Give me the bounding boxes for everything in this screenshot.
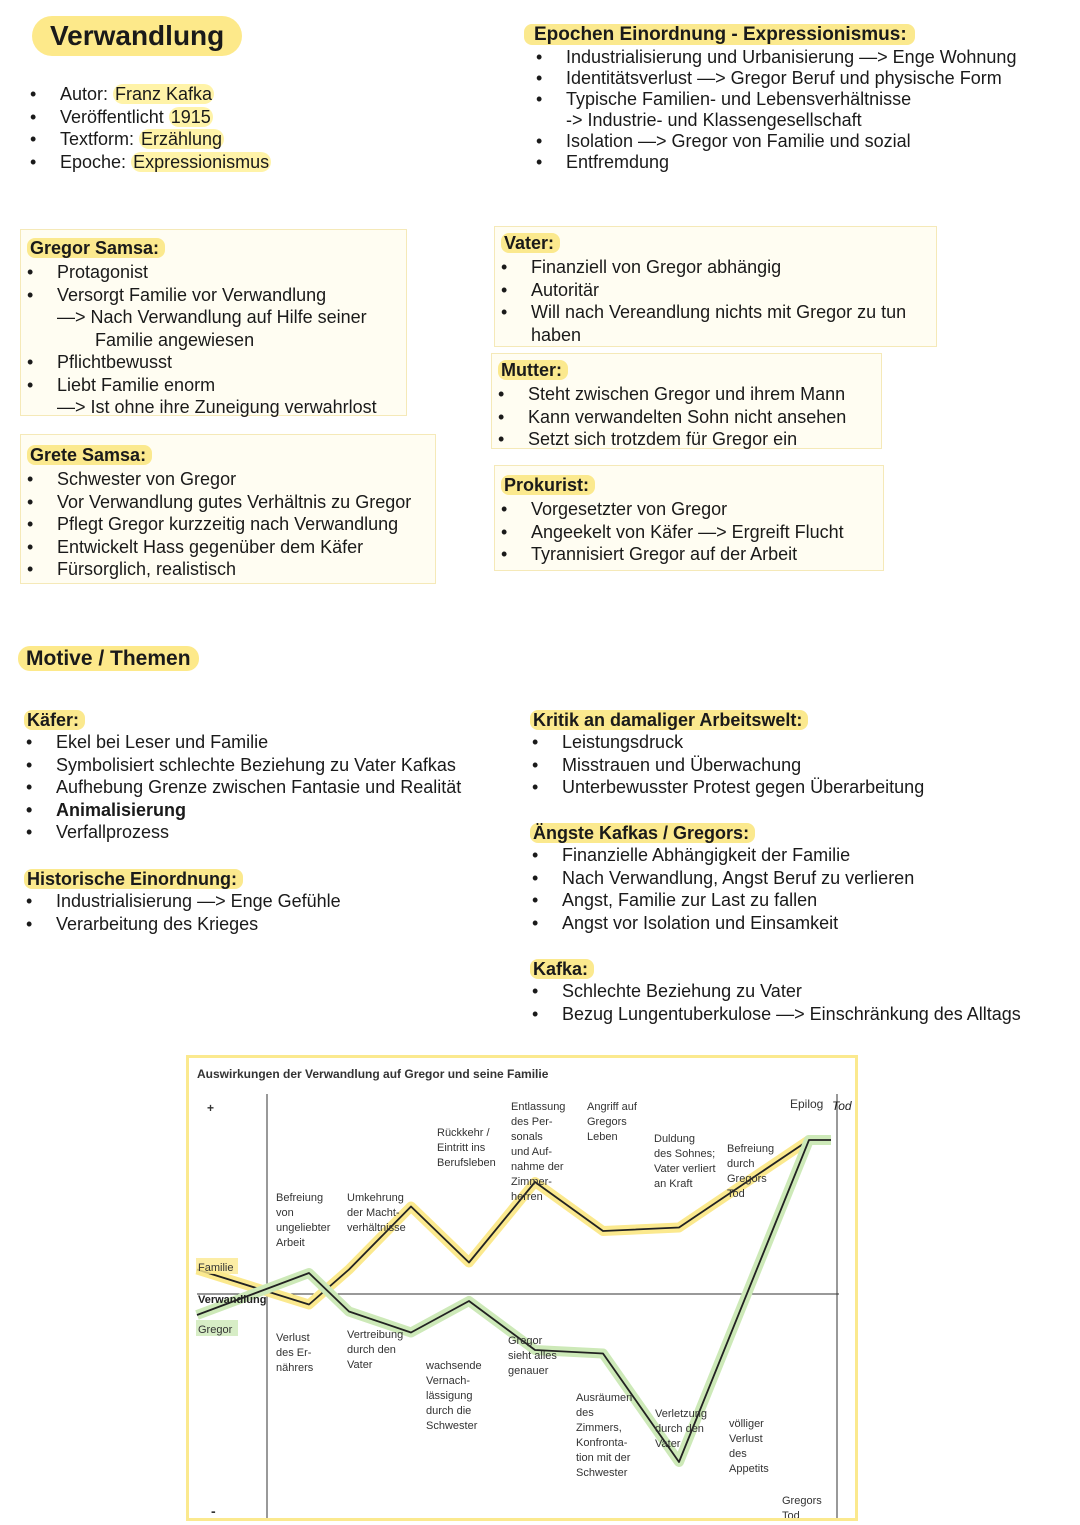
list-item: —> Nach Verwandlung auf Hilfe seiner — [57, 307, 367, 327]
list-item: • Veröffentlicht 1915 — [30, 106, 271, 129]
chart-minus-label: - — [211, 1503, 216, 1518]
chart-annotation-angriff — [587, 1101, 638, 1143]
annotation-line: des Per- — [511, 1116, 553, 1128]
prokurist-box — [494, 465, 884, 571]
kaefer-section — [24, 710, 461, 844]
list-item: • Steht zwischen Gregor und ihrem Mann — [498, 383, 875, 406]
annotation-line: Gregors — [727, 1173, 767, 1185]
annotation-line: Verletzung — [655, 1408, 707, 1420]
epoche-section — [520, 24, 1060, 173]
annotation-line: lässigung — [426, 1390, 473, 1402]
kritik-heading: Kritik an damaliger Arbeitswelt: — [530, 710, 808, 730]
list-item: • Typische Familien- und Lebensverhältnisse — [536, 89, 1060, 110]
list-item: • Symbolisiert schlechte Beziehung zu Vater Kafkas — [26, 754, 461, 777]
annotation-line: Gregors — [587, 1116, 627, 1128]
list-item: • Entwickelt Hass gegenüber dem Käfer — [27, 536, 429, 559]
list-item: • Nach Verwandlung, Angst Beruf zu verlieren — [532, 867, 914, 890]
list-item: • Angst, Familie zur Last zu fallen — [532, 889, 914, 912]
list-item: • Entfremdung — [536, 152, 1060, 173]
annotation-line: Vater — [655, 1438, 681, 1450]
annotation-line: Berufsleben — [437, 1157, 496, 1169]
annotation-line: der Macht- — [347, 1207, 400, 1219]
list-item: • Angeekelt von Käfer —> Ergreift Flucht — [501, 521, 877, 544]
list-item: • Pflegt Gregor kurzzeitig nach Verwandlung — [27, 513, 429, 536]
aengste-section — [530, 823, 914, 934]
grete-heading: Grete Samsa: — [27, 445, 152, 465]
aengste-heading: Ängste Kafkas / Gregors: — [530, 823, 755, 843]
list-item: • Vorgesetzter von Gregor — [501, 498, 877, 521]
list-item: -> Industrie- und Klassengesellschaft — [566, 110, 862, 130]
annotation-line: Konfronta- — [576, 1437, 628, 1449]
list-item: • Liebt Familie enorm — [27, 374, 400, 397]
list-item: haben — [531, 324, 582, 345]
annotation-line: und Auf- — [511, 1146, 552, 1158]
list-item: • Kann verwandelten Sohn nicht ansehen — [498, 406, 875, 429]
annotation-line: durch — [727, 1158, 755, 1170]
annotation-line: des Sohnes; — [654, 1148, 716, 1160]
annotation-line: Tod — [727, 1188, 745, 1200]
list-item: • Schlechte Beziehung zu Vater — [532, 980, 1021, 1003]
annotation-line: durch den — [347, 1344, 396, 1356]
annotation-line: Vernach- — [426, 1375, 471, 1387]
list-item: • Epoche: Expressionismus — [30, 151, 271, 174]
annotation-line: Zimmers, — [576, 1422, 622, 1434]
list-item: • Leistungsdruck — [532, 731, 924, 754]
chart-annotation-verletzung — [655, 1408, 707, 1450]
annotation-line: Entlassung — [511, 1101, 566, 1113]
annotation-line: durch die — [426, 1405, 472, 1417]
annotation-line: an Kraft — [654, 1178, 693, 1190]
list-item: • Tyrannisiert Gregor auf der Arbeit — [501, 543, 877, 566]
annotation-line: Gregor — [508, 1335, 543, 1347]
historisch-heading: Historische Einordnung: — [24, 869, 243, 889]
list-item: • Misstrauen und Überwachung — [532, 754, 924, 777]
historisch-section — [24, 869, 341, 935]
list-item: • Angst vor Isolation und Einsamkeit — [532, 912, 914, 935]
vater-box — [494, 226, 937, 347]
list-item: • Pflichtbewusst — [27, 351, 400, 374]
annotation-line: Tod — [782, 1510, 800, 1518]
prokurist-heading: Prokurist: — [501, 475, 595, 495]
chart-annotation-rueckkehr — [437, 1127, 496, 1169]
annotation-line: des Er- — [276, 1347, 312, 1359]
motive-title: Motive / Themen — [18, 647, 199, 671]
annotation-line: Befreiung — [276, 1192, 324, 1204]
list-item: • Unterbewusster Protest gegen Überarbeitung — [532, 776, 924, 799]
list-item: —> Ist ohne ihre Zuneigung verwahrlost — [57, 397, 377, 417]
list-item: • Finanziell von Gregor abhängig — [501, 256, 930, 279]
info-list — [30, 83, 271, 173]
annotation-line: sieht alles — [508, 1350, 557, 1362]
list-item: • Aufhebung Grenze zwischen Fantasie und Realität — [26, 776, 461, 799]
chart-title: Auswirkungen der Verwandlung auf Gregor und seine Familie — [197, 1067, 549, 1081]
chart-annotation-entlassung — [511, 1101, 565, 1203]
chart-svg — [189, 1058, 855, 1518]
chart-annotation-voelliger — [729, 1418, 769, 1475]
annotation-line: wachsende — [426, 1360, 482, 1372]
familie-label: Familie — [198, 1262, 234, 1274]
annotation-line: genauer — [508, 1365, 549, 1377]
epoche-heading: Epochen Einordnung - Expressionismus: — [524, 24, 915, 45]
kritik-section — [530, 710, 924, 799]
annotation-line: Vater verliert — [654, 1163, 716, 1175]
annotation-line: tion mit der — [576, 1452, 631, 1464]
list-item: • Autoritär — [501, 279, 930, 302]
annotation-line: Verlust — [729, 1433, 763, 1445]
page-title: Verwandlung — [32, 16, 242, 56]
annotation-line: sonals — [511, 1131, 543, 1143]
annotation-line: des — [729, 1448, 747, 1460]
annotation-line: Verlust — [276, 1332, 310, 1344]
chart-plus-label: + — [207, 1101, 215, 1115]
vater-heading: Vater: — [501, 233, 560, 253]
chart-annotation-ausraeumen — [576, 1392, 632, 1479]
annotation-line: Rückkehr / — [437, 1127, 490, 1139]
list-item: • Industrialisierung und Urbanisierung —> Enge Wohnung — [536, 47, 1060, 68]
list-item: • Fürsorglich, realistisch — [27, 558, 429, 581]
annotation-line: nährers — [276, 1362, 314, 1374]
chart-annotation-vertreibung — [347, 1329, 403, 1371]
kafka-heading: Kafka: — [530, 959, 594, 979]
annotation-line: durch den — [655, 1423, 704, 1435]
annotation-line: Befreiung — [727, 1143, 775, 1155]
list-item: • Autor: Franz Kafka — [30, 83, 271, 106]
list-item: • Ekel bei Leser und Familie — [26, 731, 461, 754]
annotation-line: verhältnisse — [347, 1222, 406, 1234]
list-item: • Finanzielle Abhängigkeit der Familie — [532, 844, 914, 867]
list-item: • Bezug Lungentuberkulose —> Einschränkung des Alltags — [532, 1003, 1021, 1026]
list-item: • Industrialisierung —> Enge Gefühle — [26, 890, 341, 913]
annotation-line: von — [276, 1207, 294, 1219]
list-item: • Verfallprozess — [26, 821, 461, 844]
annotation-line: nahme der — [511, 1161, 564, 1173]
list-item: • Isolation —> Gregor von Familie und sozial — [536, 131, 1060, 152]
list-item: • Animalisierung — [26, 799, 461, 822]
chart-annotation-umkehrung — [347, 1192, 406, 1234]
list-item: • Textform: Erzählung — [30, 128, 271, 151]
annotation-line: Angriff auf — [587, 1101, 637, 1113]
list-item: • Protagonist — [27, 261, 400, 284]
annotation-line: völliger — [729, 1418, 764, 1430]
list-item: • Vor Verwandlung gutes Verhältnis zu Gregor — [27, 491, 429, 514]
chart-annotation-gregors_tod — [782, 1495, 822, 1518]
chart-frame — [186, 1055, 858, 1521]
gregor-label: Gregor — [198, 1324, 233, 1336]
mutter-box — [491, 353, 882, 449]
annotation-line: Zimmer- — [511, 1176, 552, 1188]
list-item: • Verarbeitung des Krieges — [26, 913, 341, 936]
annotation-line: Appetits — [729, 1463, 769, 1475]
gregor-box — [20, 229, 407, 416]
annotation-line: Duldung — [654, 1133, 695, 1145]
kaefer-heading: Käfer: — [24, 710, 85, 730]
kafka-section — [530, 959, 1021, 1025]
annotation-line: Schwester — [576, 1467, 628, 1479]
annotation-line: Vater — [347, 1359, 373, 1371]
grete-box — [20, 434, 436, 584]
list-item: • Identitätsverlust —> Gregor Beruf und physische Form — [536, 68, 1060, 89]
list-item: • Versorgt Familie vor Verwandlung — [27, 284, 400, 307]
chart-annotation-sieht — [508, 1335, 557, 1377]
tod-label: Tod — [832, 1099, 852, 1113]
chart-annotation-befreiung — [276, 1192, 331, 1249]
annotation-line: ungeliebter — [276, 1222, 331, 1234]
list-item: • Setzt sich trotzdem für Gregor ein — [498, 428, 875, 451]
annotation-line: herren — [511, 1191, 543, 1203]
mutter-heading: Mutter: — [498, 360, 568, 380]
annotation-line: Ausräumen — [576, 1392, 633, 1404]
annotation-line: Vertreibung — [347, 1329, 404, 1341]
epilog-label: Epilog — [790, 1097, 824, 1111]
annotation-line: Eintritt ins — [437, 1142, 486, 1154]
annotation-line: Schwester — [426, 1420, 478, 1432]
chart-annotation-duldung — [654, 1133, 716, 1190]
list-item: Familie angewiesen — [95, 329, 255, 350]
verwandlung-label: Verwandlung — [198, 1294, 267, 1306]
chart-annotation-verlust — [276, 1332, 314, 1374]
list-item: • Schwester von Gregor — [27, 468, 429, 491]
gregor-heading: Gregor Samsa: — [27, 238, 165, 258]
chart-annotation-wachsende — [425, 1360, 482, 1432]
annotation-line: Gregors — [782, 1495, 822, 1507]
annotation-line: Leben — [587, 1131, 618, 1143]
annotation-line: des — [576, 1407, 594, 1419]
annotation-line: Arbeit — [276, 1237, 305, 1249]
list-item: • Will nach Vereandlung nichts mit Gregor zu tun — [501, 301, 930, 324]
annotation-line: Umkehrung — [347, 1192, 404, 1204]
